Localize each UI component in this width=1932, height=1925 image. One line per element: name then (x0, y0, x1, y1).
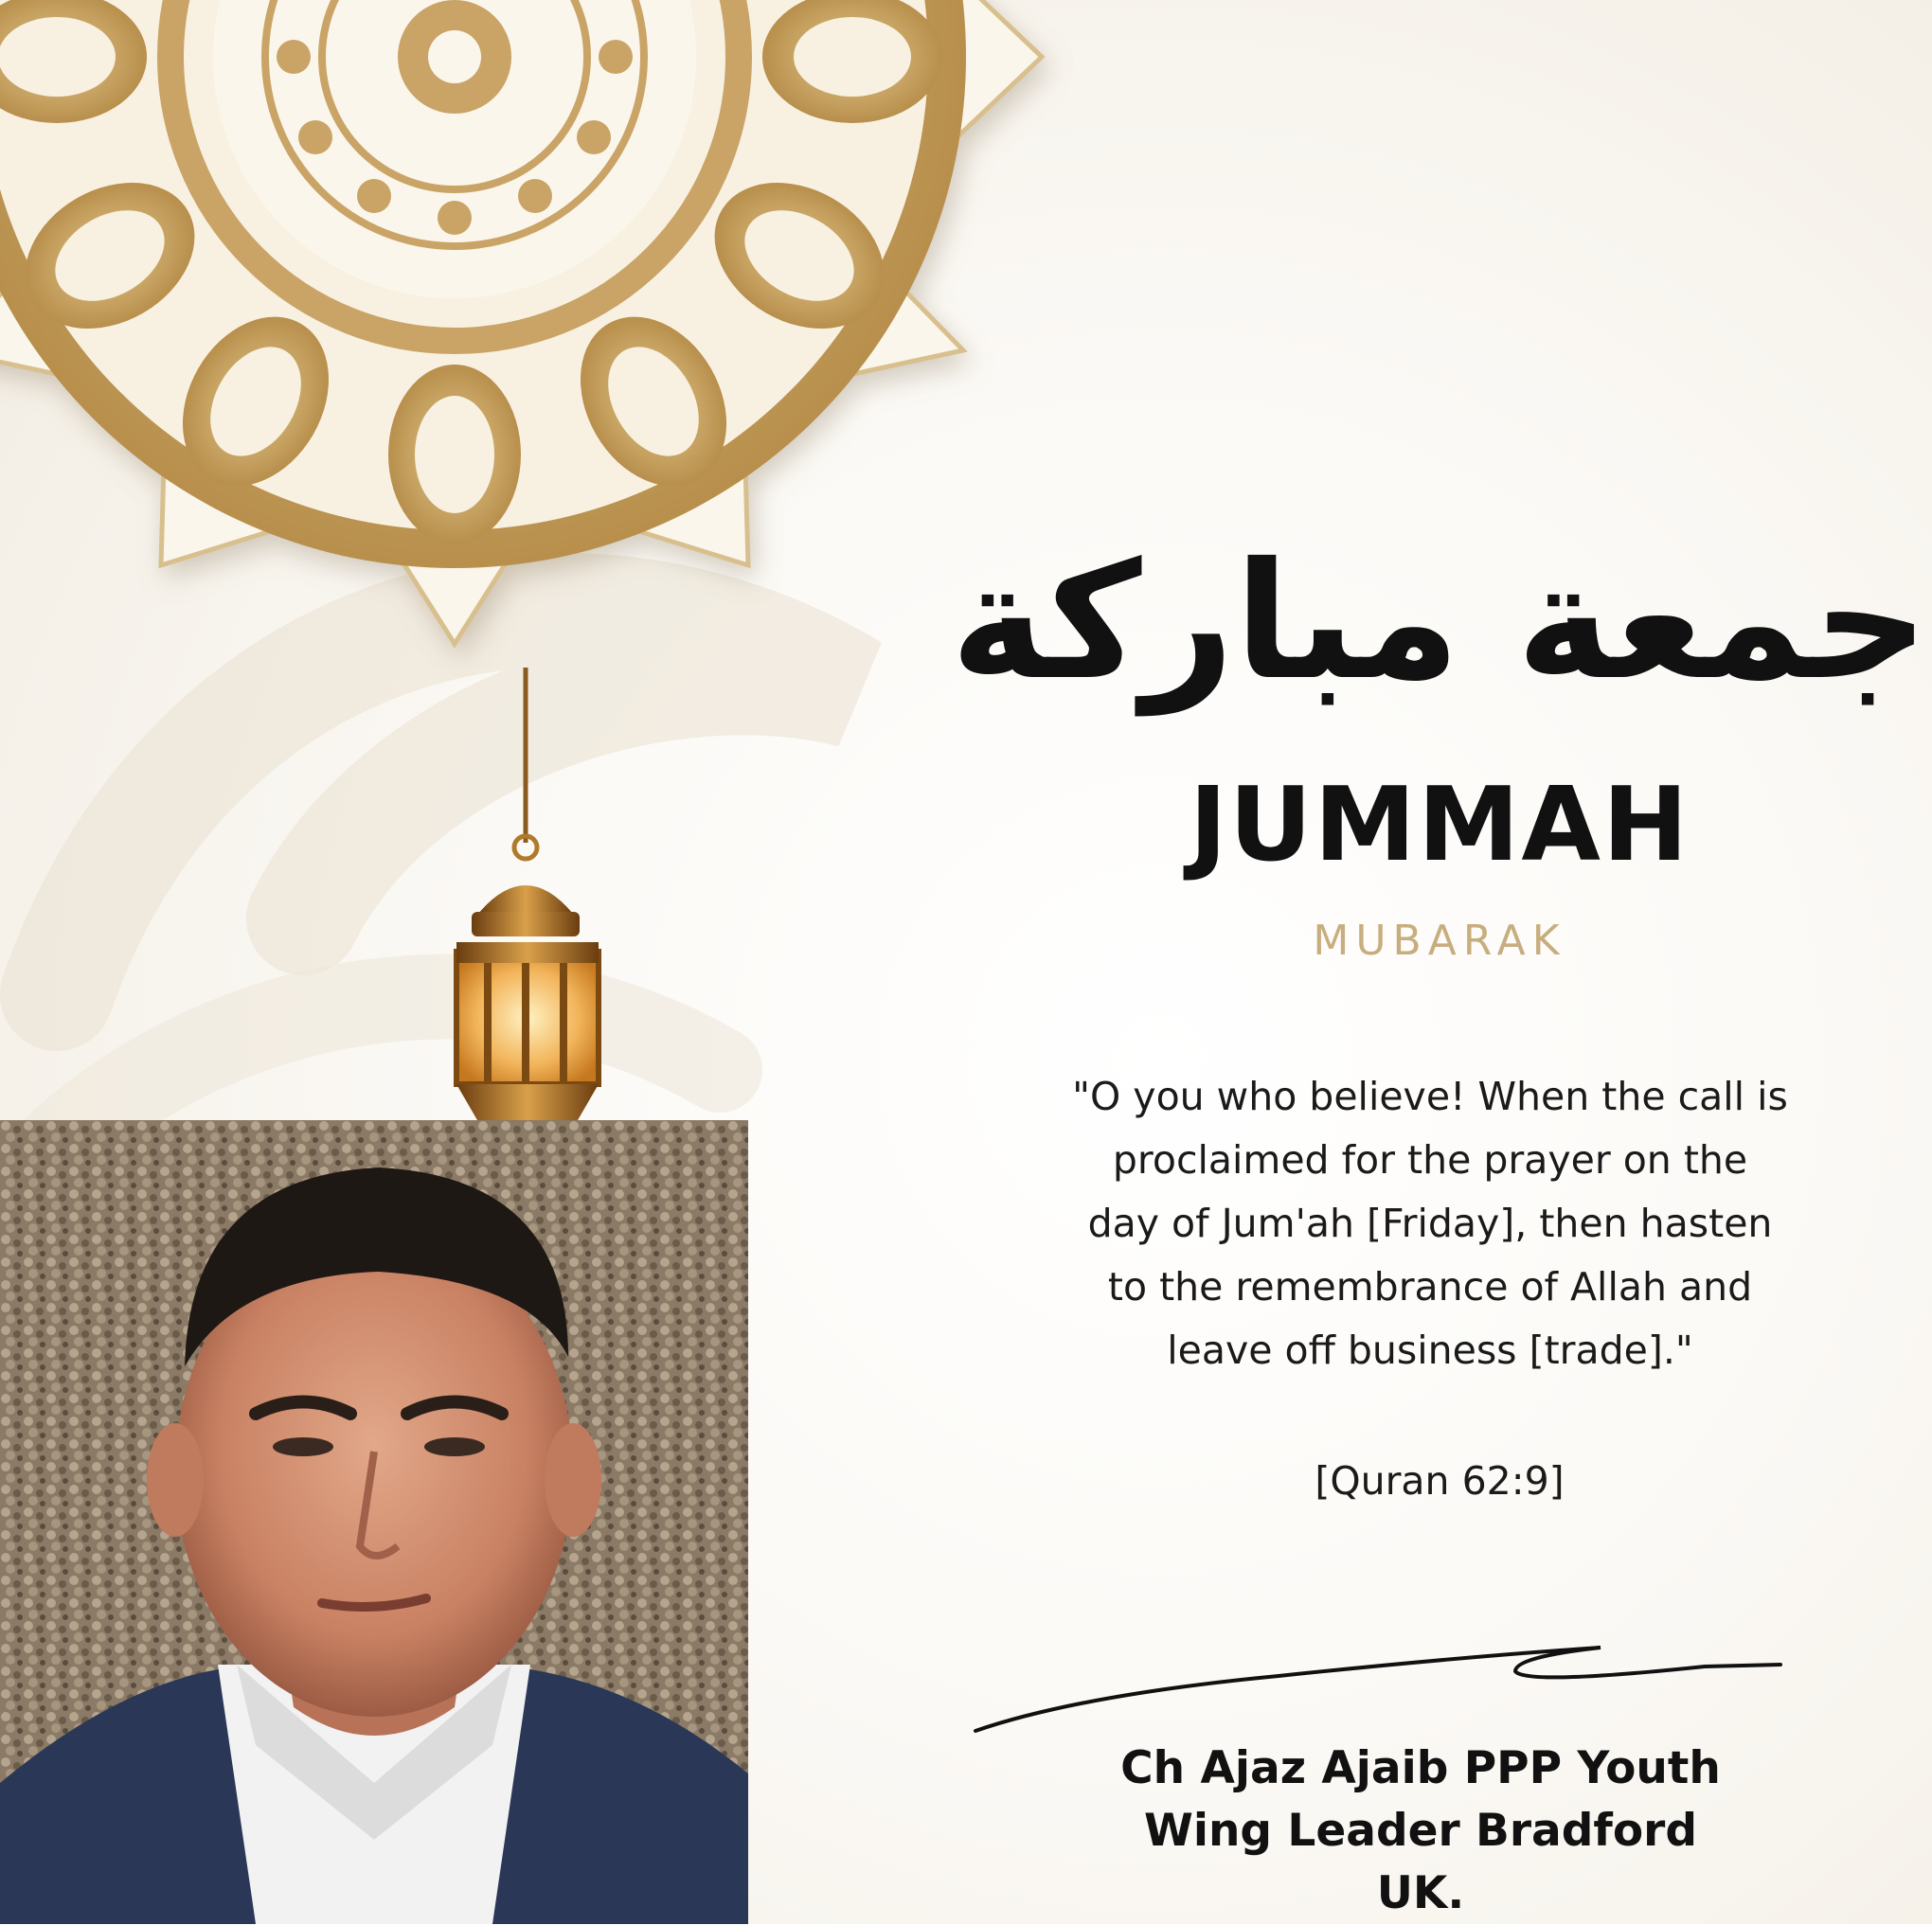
signature-swoosh-icon (966, 1610, 1790, 1752)
arabic-calligraphy (950, 497, 1929, 743)
quote-line: to the remembrance of Allah and (1107, 1264, 1753, 1310)
quote-line: leave off business [trade]." (1167, 1328, 1693, 1373)
author-signature (1070, 1738, 1771, 1925)
signature-line: Ch Ajaz Ajaib PPP Youth (1120, 1742, 1721, 1794)
portrait-photo (0, 1120, 748, 1924)
mandala-ornament-icon (0, 0, 1070, 653)
greeting-title: JUMMAH (1189, 766, 1690, 884)
signature-line: Wing Leader Bradford (1144, 1805, 1697, 1857)
quote-line: proclaimed for the prayer on the (1112, 1137, 1748, 1183)
quote-line: day of Jum'ah [Friday], then hasten (1087, 1201, 1773, 1246)
signature-line: UK. (1376, 1867, 1465, 1919)
quran-quote (985, 1065, 1875, 1382)
quran-reference: [Quran 62:9] (1315, 1458, 1565, 1504)
greeting-subtitle: MUBARAK (1313, 917, 1566, 965)
hanging-lantern-icon (445, 668, 611, 1127)
quote-line: "O you who believe! When the call is (1072, 1074, 1788, 1119)
arabic-calligraphy-text: جمعة مباركة (950, 528, 1929, 716)
